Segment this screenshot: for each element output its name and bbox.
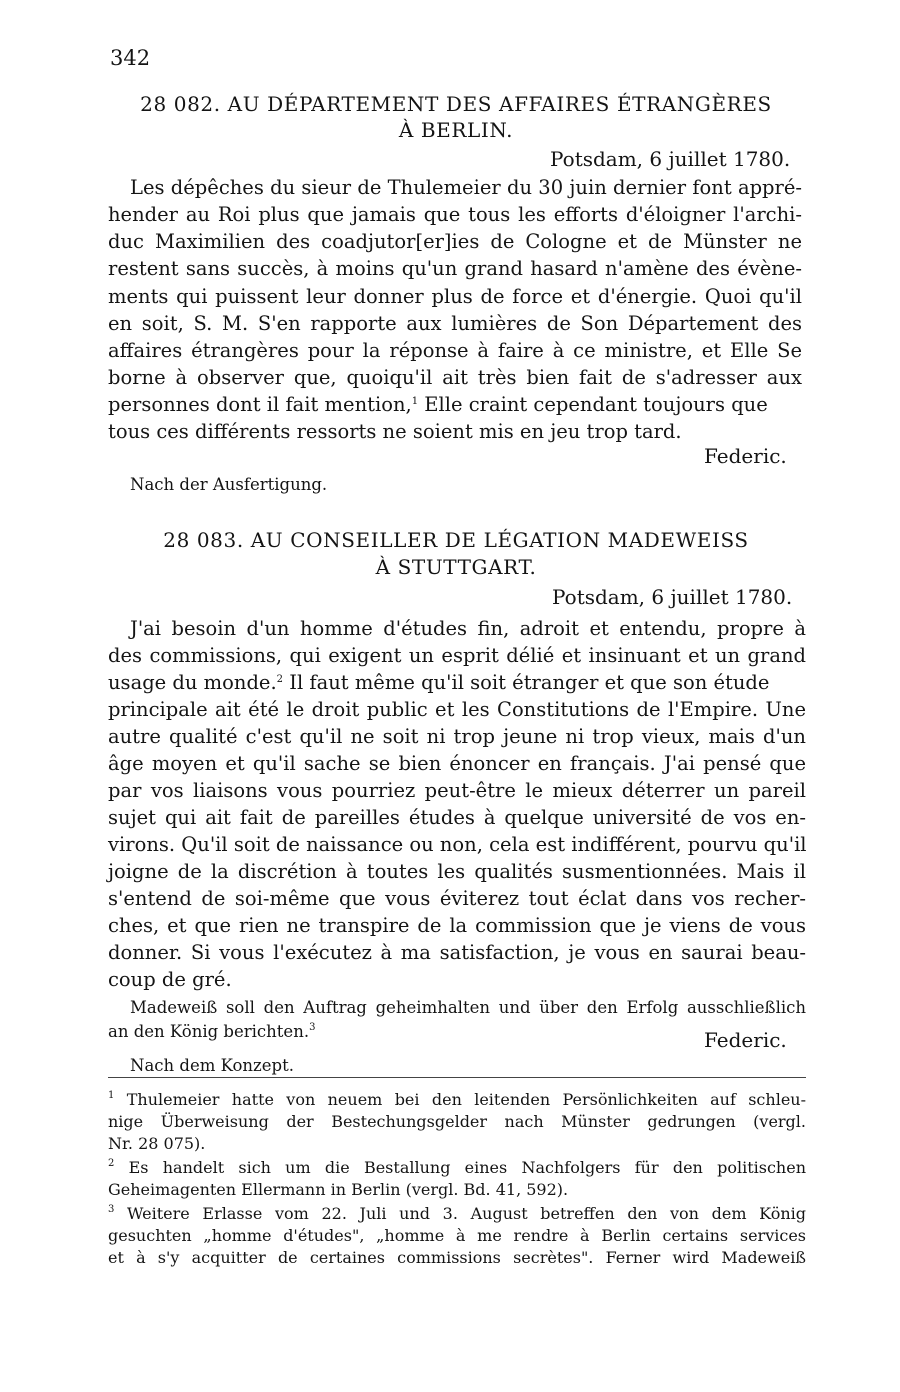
footnote-line: Nr. 28 075). <box>108 1134 206 1153</box>
body-line: borne à observer que, quoiqu'il ait très bien fait de s'adresser aux <box>108 366 802 389</box>
source-note: Nach der Ausfertigung. <box>130 475 328 494</box>
body-line: tous ces différents ressorts ne soient mis en jeu trop tard. <box>108 420 682 443</box>
signature: Federic. <box>704 1028 787 1052</box>
editor-note-line: Madeweiß soll den Auftrag geheimhalten und über den Erfolg ausschließlich <box>130 998 806 1017</box>
editor-note-line: an den König berichten.$^3$ <box>108 1022 316 1041</box>
footnote-line: $^1$ Thulemeier hatte von neuem bei den leitenden Persönlichkeiten auf schleu- <box>108 1090 806 1109</box>
body-line: par vos liaisons vous pourriez peut-être le mieux déterrer un pareil <box>108 779 806 802</box>
letter-heading: 28 083. AU CONSEILLER DE LÉGATION MADEWEISS <box>163 528 749 552</box>
signature: Federic. <box>704 444 787 468</box>
letter-dateline: Potsdam, 6 juillet 1780. <box>550 147 791 171</box>
body-line: donner. Si vous l'exécutez à ma satisfaction, je vous en saurai beau- <box>108 941 806 964</box>
body-line: s'entend de soi-même que vous éviterez tout éclat dans vos recher- <box>108 887 806 910</box>
body-line: principale ait été le droit public et les Constitutions de l'Empire. Une <box>108 698 806 721</box>
body-line: des commissions, qui exigent un esprit délié et insinuant et un grand <box>108 644 806 667</box>
letter-heading-recipient: À BERLIN. <box>398 118 514 142</box>
body-line: duc Maximilien des coadjutor[er]ies de Cologne et de Münster ne <box>108 230 802 253</box>
body-line: sujet qui ait fait de pareilles études à quelque université de vos en- <box>108 806 806 829</box>
footnote-line: $^3$ Weitere Erlasse vom 22. Juli und 3. August betreffen den von dem König <box>108 1204 806 1223</box>
body-line: hender au Roi plus que jamais que tous les efforts d'éloigner l'archi- <box>108 203 802 226</box>
letter-heading: 28 082. AU DÉPARTEMENT DES AFFAIRES ÉTRANGÈRES <box>140 92 772 116</box>
footnote-line: nige Überweisung der Bestechungsgelder nach Münster gedrungen (vergl. <box>108 1112 806 1131</box>
body-line: personnes dont il fait mention,$^1$ Elle craint cependant toujours que <box>108 393 768 416</box>
letter-heading-recipient: À STUTTGART. <box>375 555 537 579</box>
footnote-ref: 1 <box>411 396 419 407</box>
footnote-line: Geheimagenten Ellermann in Berlin (vergl. Bd. 41, 592). <box>108 1180 569 1199</box>
body-line: ments qui puissent leur donner plus de force et d'énergie. Quoi qu'il <box>108 285 802 308</box>
letter-dateline: Potsdam, 6 juillet 1780. <box>552 585 793 609</box>
footnote-ref: 2 <box>276 674 284 685</box>
body-line: en soit, S. M. S'en rapporte aux lumières de Son Département des <box>108 312 802 335</box>
body-line: usage du monde.$^2$ Il faut même qu'il soit étranger et que son étude <box>108 671 770 694</box>
body-line: autre qualité c'est qu'il ne soit ni trop jeune ni trop vieux, mais d'un <box>108 725 806 748</box>
body-line: virons. Qu'il soit de naissance ou non, cela est indifférent, pourvu qu'il <box>108 833 807 856</box>
body-line: affaires étrangères pour la réponse à faire à ce ministre, et Elle Se <box>108 339 802 362</box>
body-line: joigne de la discrétion à toutes les qualités susmentionnées. Mais il <box>108 860 806 883</box>
footnote-line: et à s'y acquitter de certaines commissions secrètes". Ferner wird Madeweiß <box>108 1248 806 1267</box>
body-line: coup de gré. <box>108 968 232 991</box>
footnote-line: gesuchten „homme d'études", „homme à me rendre à Berlin certains services <box>108 1226 806 1245</box>
body-line: J'ai besoin d'un homme d'études fin, adroit et entendu, propre à <box>130 617 806 640</box>
body-line: ches, et que rien ne transpire de la commission que je viens de vous <box>108 914 806 937</box>
footnote-line: $^2$ Es handelt sich um die Bestallung eines Nachfolgers für den politischen <box>108 1158 806 1177</box>
body-line: Les dépêches du sieur de Thulemeier du 30 juin dernier font appré- <box>130 176 802 199</box>
source-note: Nach dem Konzept. <box>130 1056 294 1075</box>
footnote-ref: 3 <box>309 1022 316 1033</box>
body-line: restent sans succès, à moins qu'un grand hasard n'amène des évène- <box>108 257 802 280</box>
body-line: âge moyen et qu'il sache se bien énoncer en français. J'ai pensé que <box>108 752 806 775</box>
footnote-separator <box>108 1077 806 1078</box>
page-number: 342 <box>110 46 151 70</box>
